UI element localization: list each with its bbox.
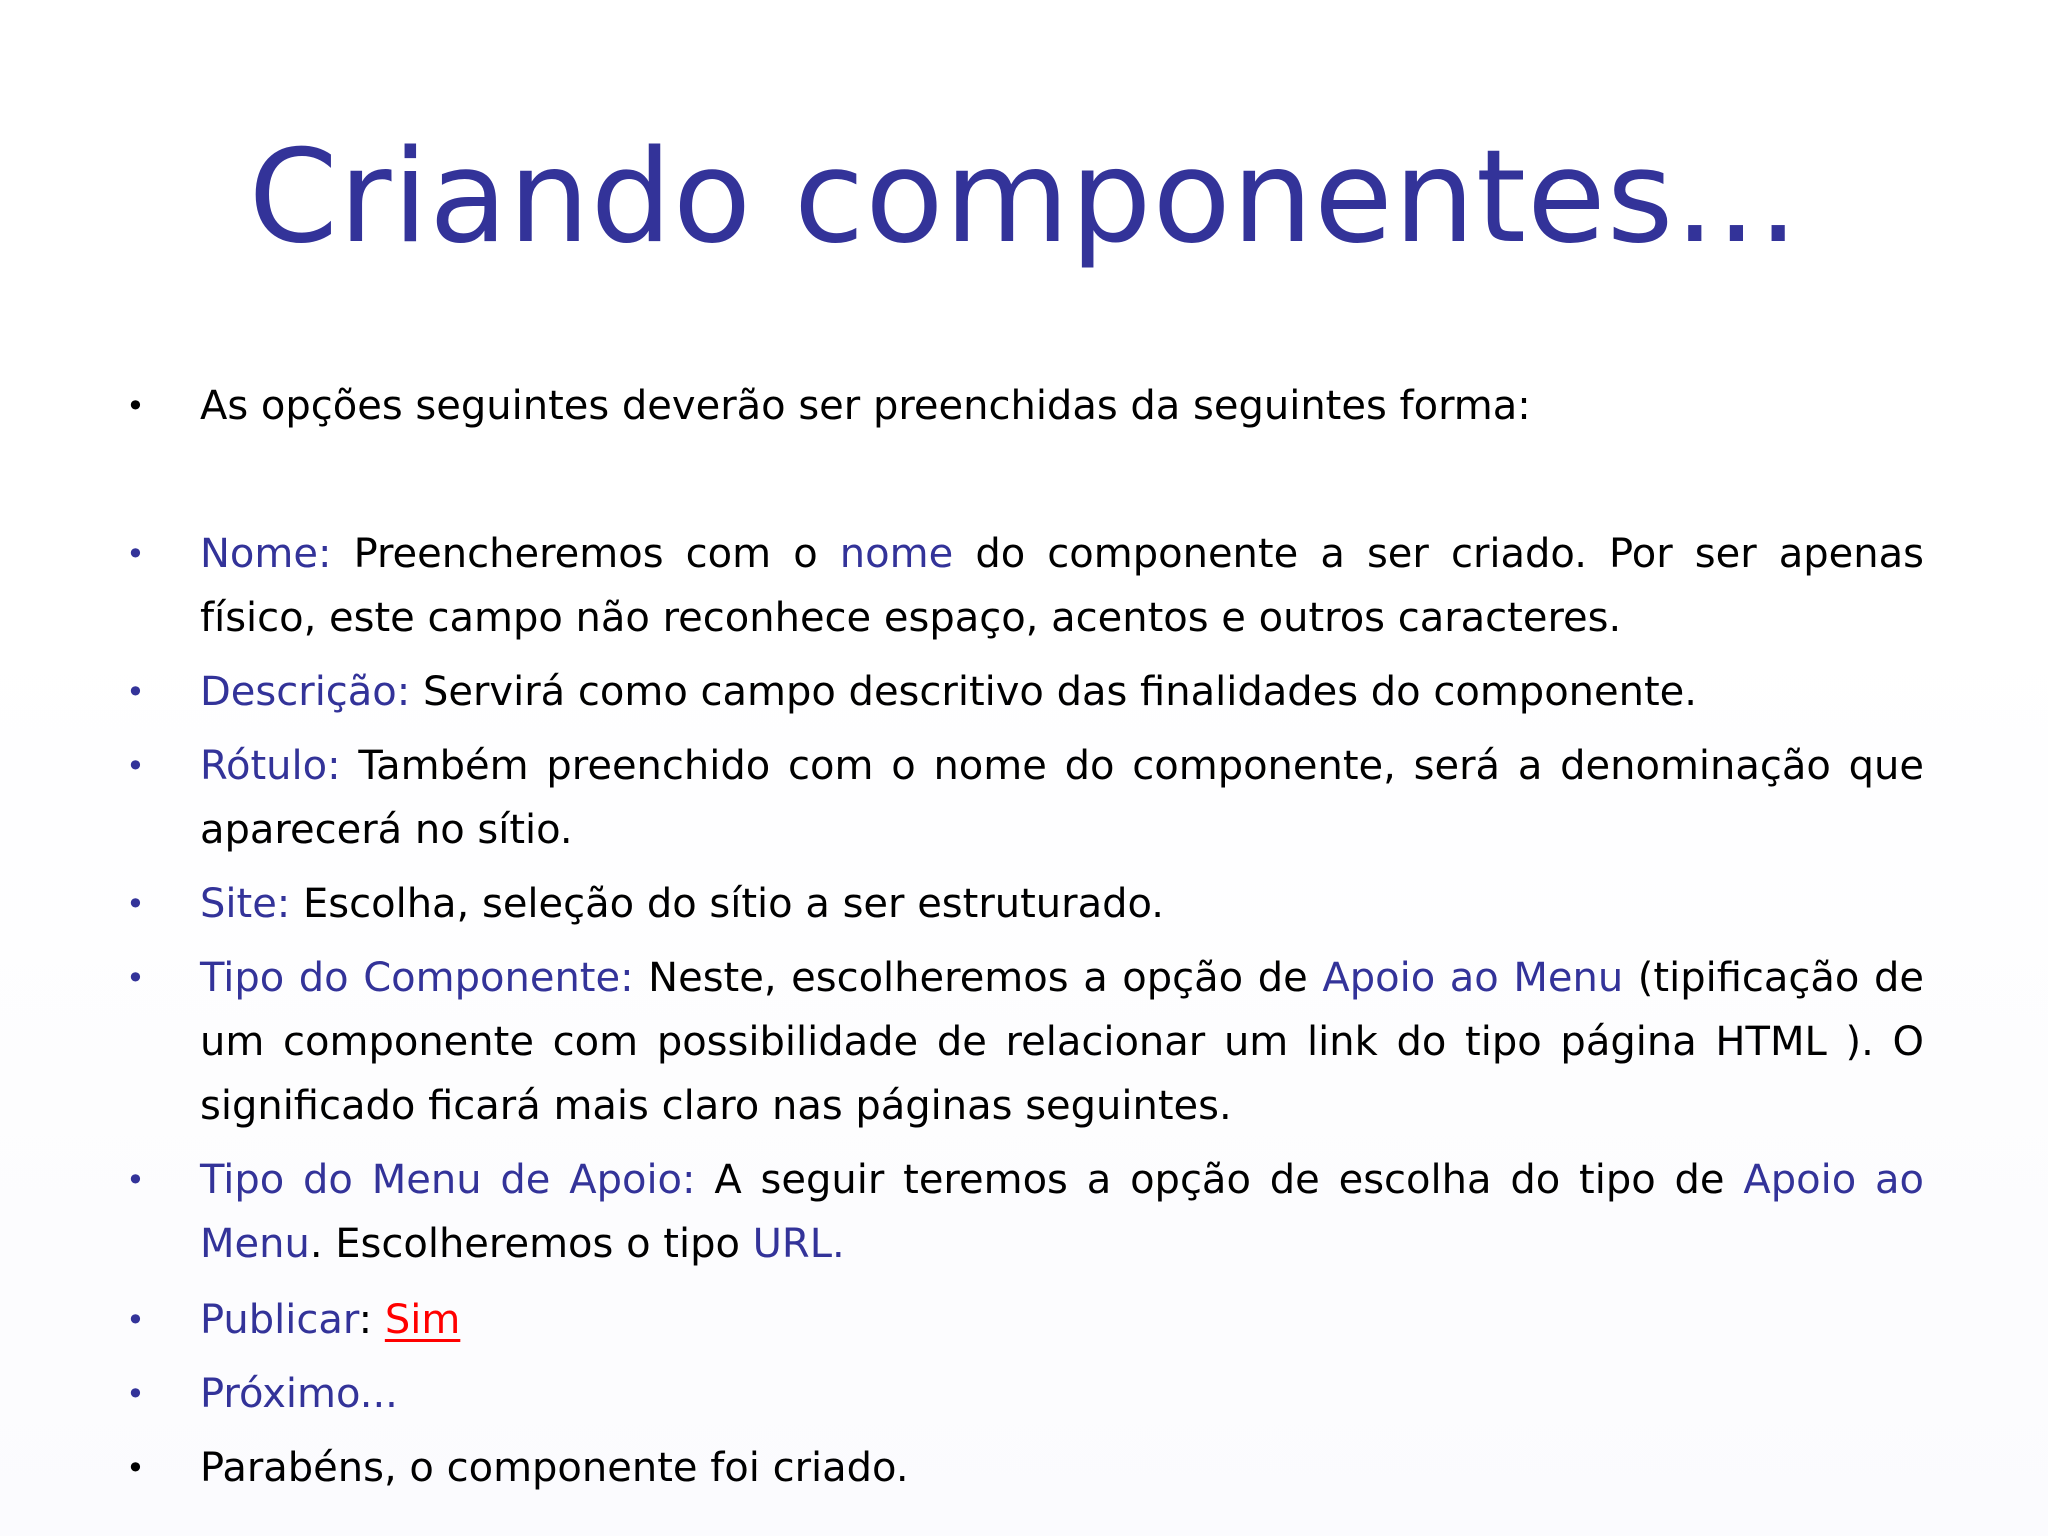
proximo-text: Próximo... [200,1371,398,1417]
tipo-menu-highlight: Apoio ao Menu [200,1157,1924,1267]
tipo-componente-text-b: (tipificação de um componente com possibilidade de relacionar um link do tipo página HTML ). O significado ficará mais claro nas páginas seguintes. [200,955,1924,1129]
publicar-sim-link[interactable]: Sim [384,1297,461,1343]
bullet-icon: • [126,885,145,923]
site-label: Site: [200,881,291,927]
slide-title: Criando componentes... [248,123,1800,272]
nome-text-b: do componente a ser criado. Por ser apenas físico, este campo não reconhece espaço, acentos e outros caracteres. [200,531,1924,641]
rotulo-text: Também preenchido com o nome do componente, será a denominação que aparecerá no sítio. [200,743,1924,853]
bullet-intro [126,374,1924,438]
descricao-label: Descrição: [200,669,411,715]
tipo-componente-text-a: Neste, escolheremos a opção de [633,955,1323,1001]
tipo-menu-label: Tipo do Menu de Apoio: [200,1157,696,1203]
bullet-tipo-menu [126,1148,1924,1276]
bullet-publicar [126,1288,1924,1352]
final-text: Parabéns, o componente foi criado. [200,1445,909,1491]
rotulo-label: Rótulo: [200,743,341,789]
bullet-tipo-componente [126,946,1924,1138]
publicar-label: Publicar [200,1297,359,1343]
bullet-rotulo [126,734,1924,862]
nome-highlight: nome [839,531,954,577]
nome-label: Nome: [200,531,332,577]
bullet-icon: • [126,1301,145,1339]
tipo-menu-text-b: . Escolheremos o tipo [309,1221,753,1267]
bullet-descricao [126,660,1924,724]
bullet-icon: • [126,673,145,711]
bullet-icon: • [126,387,145,425]
bullet-icon: • [126,1161,145,1199]
nome-text-a: Preencheremos com o [331,531,840,577]
bullet-final [126,1436,1924,1500]
tipo-menu-text-a: A seguir teremos a opção de escolha do tipo de [695,1157,1744,1203]
tipo-componente-label: Tipo do Componente: [200,955,634,1001]
intro-text: As opções seguintes deverão ser preenchidas da seguintes forma: [200,383,1531,429]
bullet-nome [126,522,1924,650]
bullet-icon: • [126,747,145,785]
site-text: Escolha, seleção do sítio a ser estruturado. [290,881,1164,927]
bullet-icon: • [126,1375,145,1413]
bullet-icon: • [126,1449,145,1487]
tipo-menu-highlight2: URL. [752,1221,845,1267]
descricao-text: Servirá como campo descritivo das finalidades do componente. [410,669,1697,715]
publicar-colon: : [358,1297,385,1343]
bullet-icon: • [126,959,145,997]
bullet-proximo [126,1362,1924,1426]
tipo-componente-highlight: Apoio ao Menu [1322,955,1624,1001]
bullet-icon: • [126,535,145,573]
bullet-site [126,872,1924,936]
